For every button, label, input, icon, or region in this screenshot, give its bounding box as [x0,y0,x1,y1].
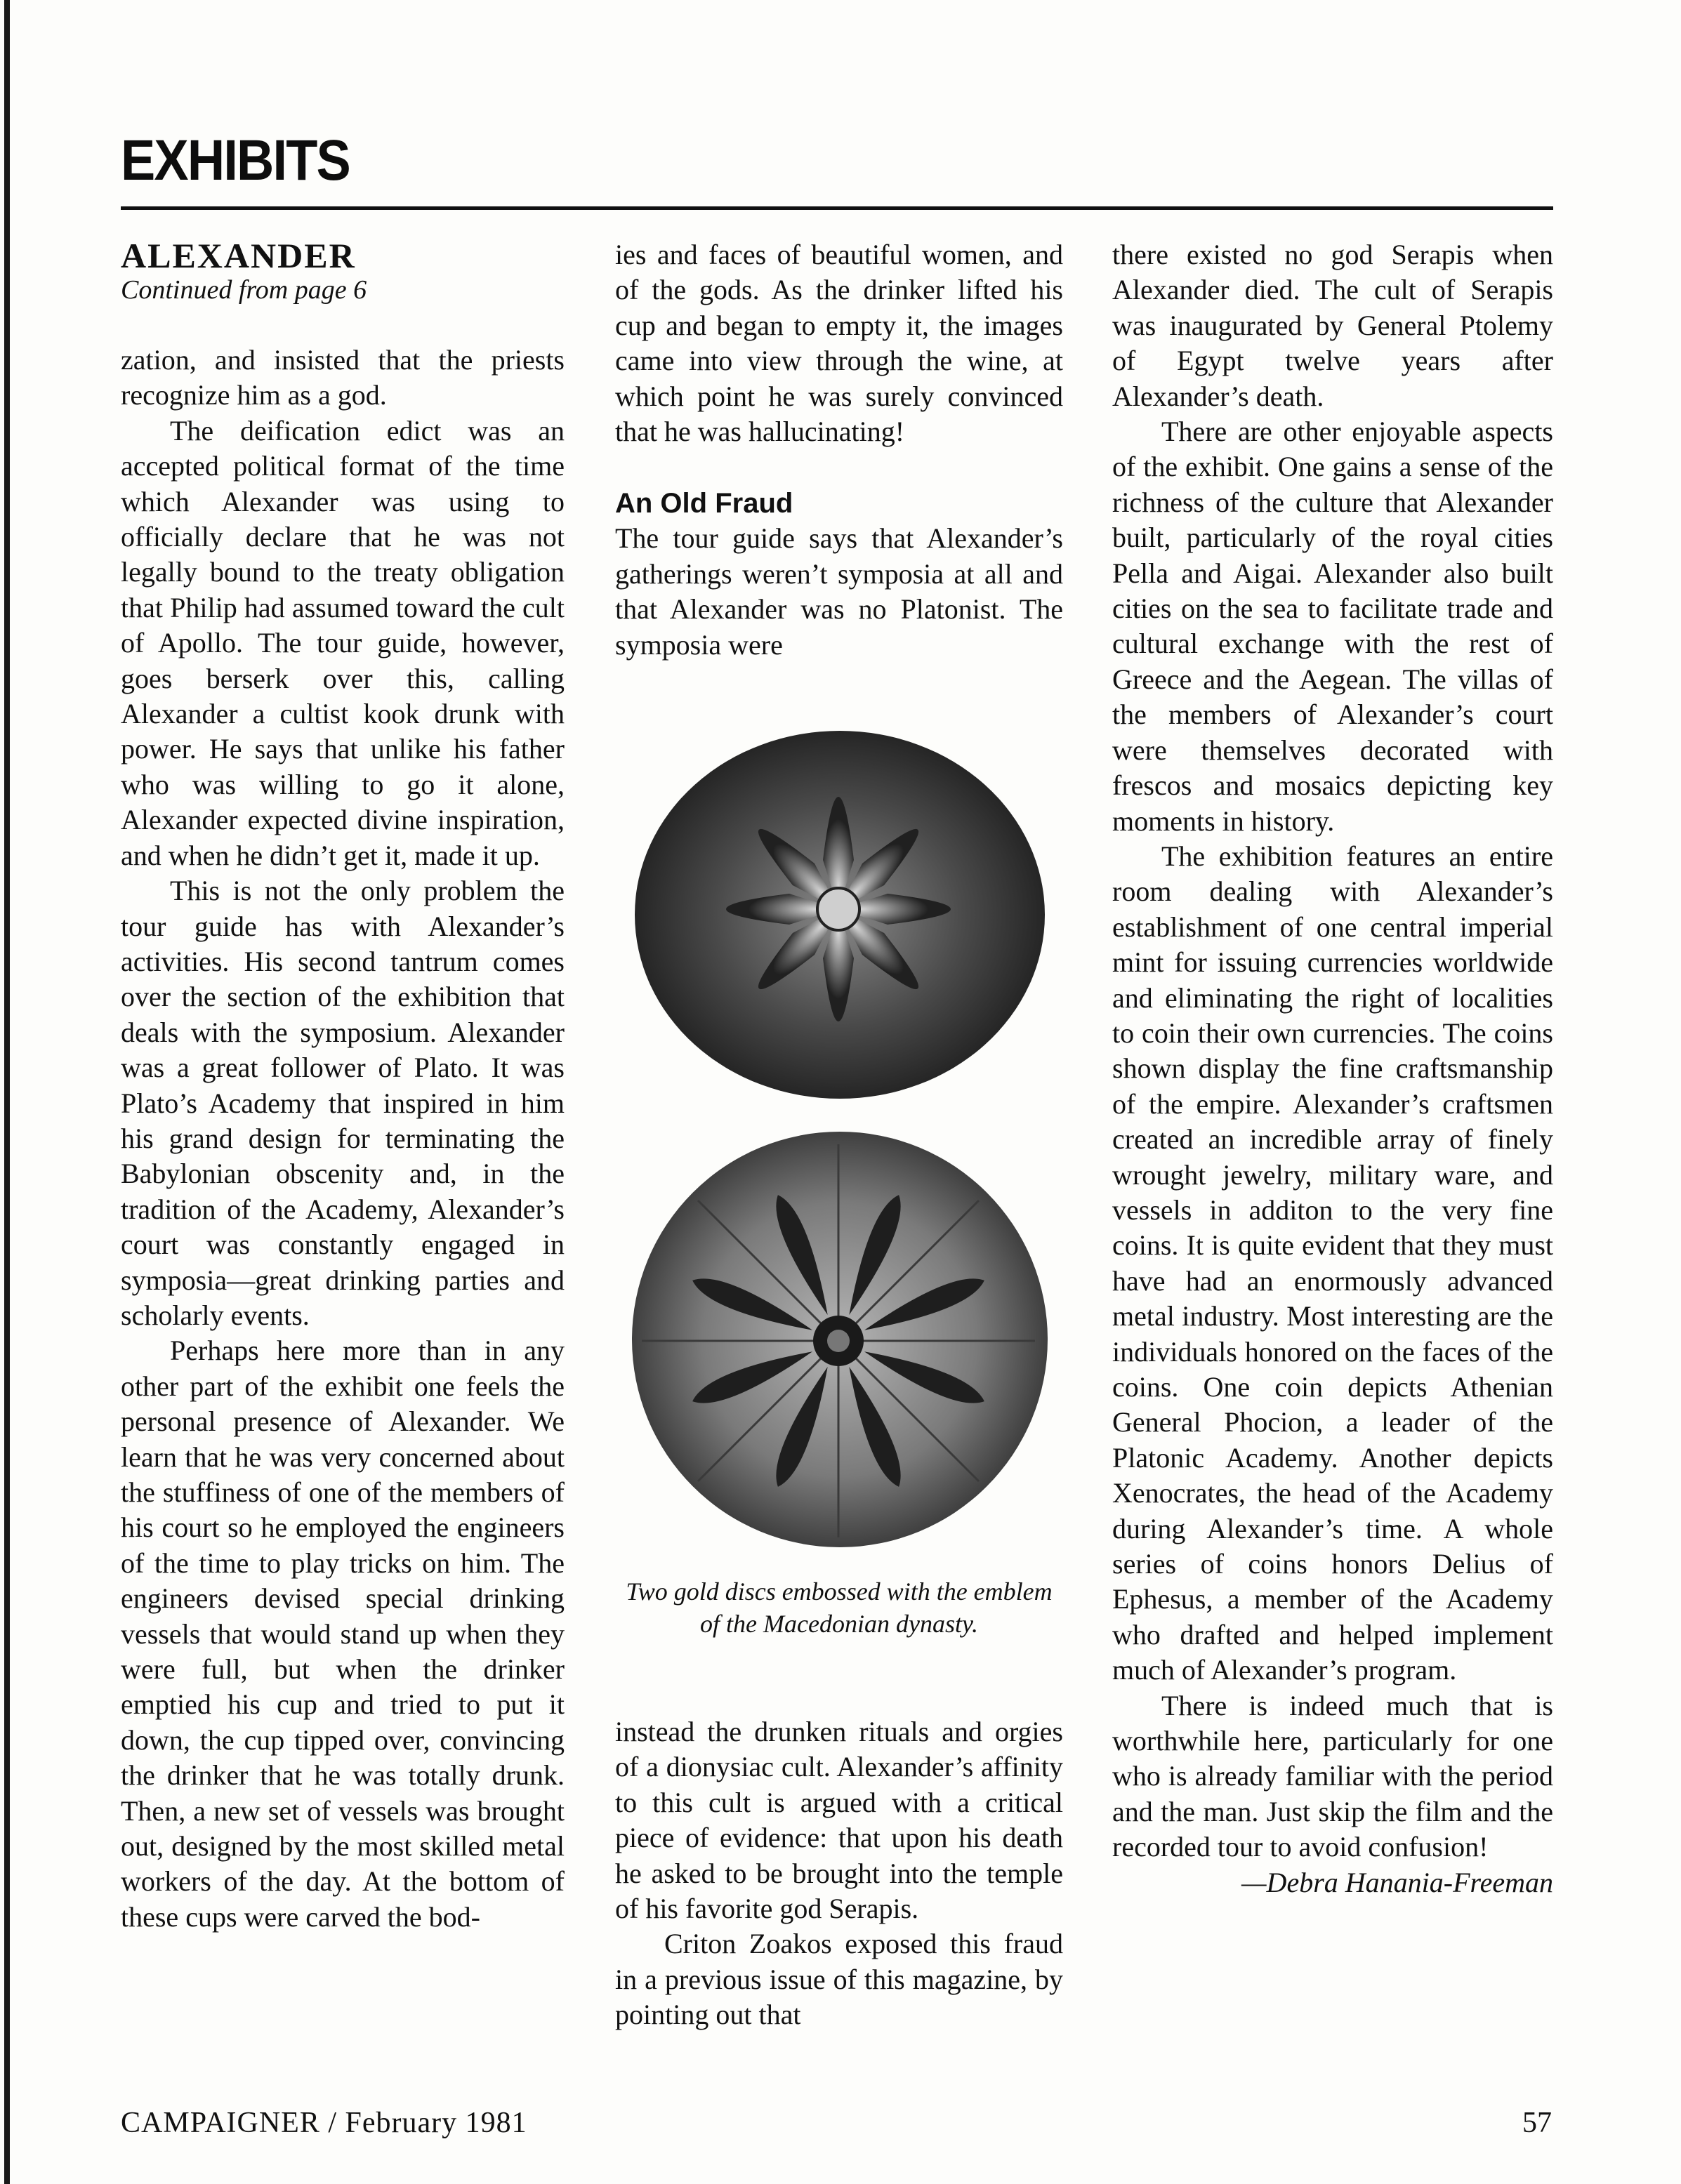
subheading: An Old Fraud [615,488,793,519]
paragraph: instead the drunken rituals and orgies of a dionysiac cult. Alexander’s affinity to this cult is argued with a critical piece of evidence: that upon his death he asked to be brought into the temple of his favorite god Serapis. [615,1716,1063,1925]
star-emblem-bottom [642,1144,1035,1537]
paragraph: This is not the only problem the tour guide has with Alexander’s activities. His second tantrum comes over the section of the exhibition that deals with the symposium. Alexander was a great follower of Plato. It was Plato’s Academy that inspired in him his grand design for terminating the Babylonian obscenity and, in the tradition of the Academy, Alexander’s court was constantly engaged in symposia—great drinking parties and scholarly events. [121,875,565,1331]
page-number: 57 [1522,2107,1552,2139]
paragraph: zation, and insisted that the priests recognize him as a god. [121,344,565,411]
paragraph: there existed no god Serapis when Alexander died. The cult of Serapis was inaugurated by General Ptolemy of Egypt twelve years after Alexander’s death. [1112,239,1553,412]
star-emblem-top [726,797,951,1021]
paragraph: ies and faces of beautiful women, and of the gods. As the drinker lifted his cup and began to empty it, the images came into view through the wine, at which point he was surely convinced that he was hallucinating! [615,239,1063,448]
column-1 [121,237,565,1935]
column-3 [1112,237,1553,1900]
page-binding-edge [4,0,10,2184]
paragraph: The exhibition features an entire room dealing with Alexander’s establishment of one central imperial mint for issuing currencies worldwide and eliminating the right of localities to coin their own currencies. The coins shown display the fine craftsmanship of the empire. Alexander’s craftsmen created an incredible array of finely wrought jewelry, military ware, and vessels in additon to the very fine coins. It is quite evident that they must have had an enormously advanced metal industry. Most interesting are the individuals honored on the faces of the coins. One coin depicts Athenian General Phocion, a leader of the Platonic Academy. Another depicts Xenocrates, the head of the Academy during Alexander’s time. A whole series of coins honors Delius of Ephesus, a member of the Academy who drafted and helped implement much of Alexander’s program. [1112,840,1553,1686]
paragraph: The deification edict was an accepted political format of the time which Alexander was using to officially declare that he was not legally bound to the treaty obligation that Philip had assumed toward the cult of Apollo. The tour guide, however, goes berserk over this, calling Alexander a cultist kook drunk with power. He says that unlike his father who was willing to go it alone, Alexander expected divine inspiration, and when he didn’t get it, made it up. [121,414,565,871]
discs-photo [615,716,1063,1622]
author-byline: —Debra Hanania-Freeman [1241,1866,1553,1898]
section-header [121,128,1553,192]
footer-publication: CAMPAIGNER / February 1981 [121,2107,527,2139]
column-2 [615,237,1063,663]
disc-top [635,731,1045,1099]
paragraph: Perhaps here more than in any other part of the exhibit one feels the personal presence of Alexander. We learn that he was very concerned about the stuffiness of one of the members of his court so he employed the engineers of the time to play tricks on him. The engineers devised special drinking vessels that would stand up when they were full, but when the drinker emptied his cup and tried to put it down, the cup tipped over, convincing the drinker that he was totally drunk. Then, a new set of vessels was brought out, designed by the most skilled metal workers of the day. At the bottom of these cups were carved the bod- [121,1335,565,1933]
continued-note: Continued from page 6 [121,275,367,305]
paragraph: There is indeed much that is worthwhile here, particularly for one who is already familiar with the period and the man. Just skip the film and the recorded tour to avoid confusion! [1112,1689,1553,1863]
column-2-continued [615,1714,1063,2033]
paragraph: The tour guide says that Alexander’s gatherings weren’t symposia at all and that Alexander was no Platonist. The symposia were [615,522,1063,661]
figure-caption: Two gold discs embossed with the emblem of the Macedonian dynasty. [626,1577,1053,1638]
paragraph: There are other enjoyable aspects of the exhibit. One gains a sense of the richness of the culture that Alexander built, particularly of the royal cities Pella and Aigai. Alexander also built cities on the sea to facilitate trade and cultural exchange with the rest of Greece and the Aegean. The villas of the members of Alexander’s court were themselves decorated with frescos and mosaics depicting key moments in history. [1112,416,1553,837]
section-title: EXHIBITS [121,128,350,192]
gold-discs-image [615,716,1063,1566]
article-title: ALEXANDER [121,236,356,275]
disc-bottom [632,1132,1048,1547]
paragraph: Criton Zoakos exposed this fraud in a previous issue of this magazine, by pointing out that [615,1928,1063,2031]
header-rule [121,206,1553,210]
